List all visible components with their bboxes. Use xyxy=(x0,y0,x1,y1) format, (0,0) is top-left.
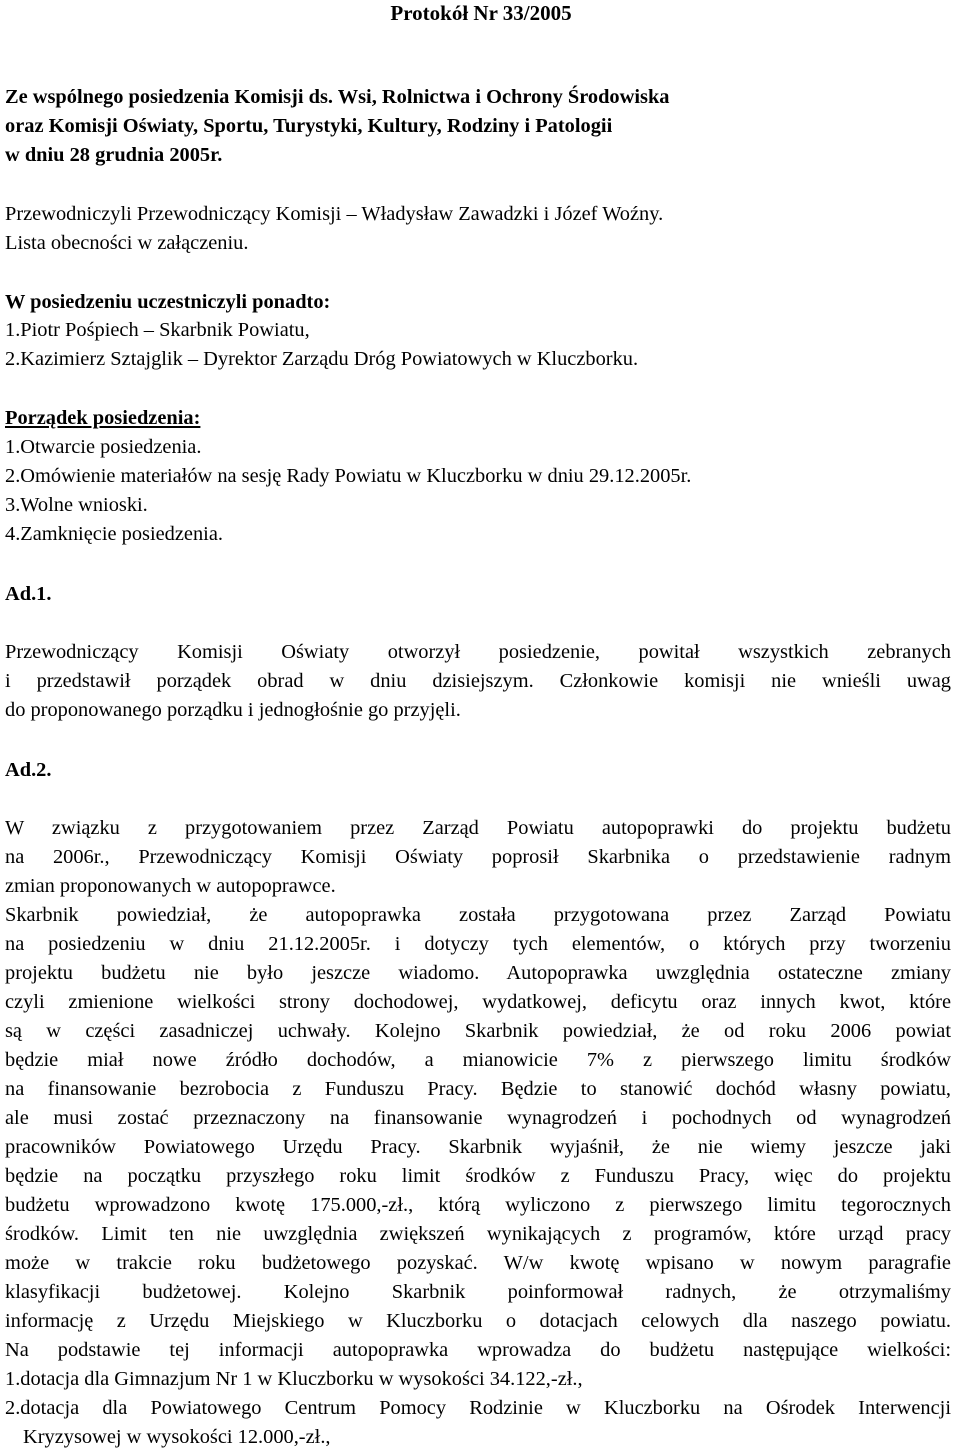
agenda-item: 2.Omówienie materiałów na sesję Rady Powiatu w Kluczborku w dniu 29.12.2005r. xyxy=(5,465,692,487)
header-line: w dniu 28 grudnia 2005r. xyxy=(5,144,223,166)
ad2-line: ale musi zostać przeznaczony na finansowanie wynagrodzeń i pochodnych od wynagrodzeń xyxy=(5,1107,951,1129)
ad2-line: zmian proponowanych w autopoprawce. xyxy=(5,875,336,897)
header-line: Ze wspólnego posiedzenia Komisji ds. Wsi, Rolnictwa i Ochrony Środowiska xyxy=(5,86,670,108)
ad2-line: będzie miał nowe źródło dochodów, a mianowicie 7% z pierwszego limitu środków xyxy=(5,1049,951,1071)
ad2-heading: Ad.2. xyxy=(5,759,52,781)
ad2-list-item: 2.dotacja dla Powiatowego Centrum Pomocy Rodzinie w Kluczborku na Ośrodek Interwencji xyxy=(5,1397,951,1419)
ad2-line: na 2006r., Przewodniczący Komisji Oświaty poprosił Skarbnika o przedstawienie radnym xyxy=(5,846,951,868)
ad2-line: czyli zmienione wielkości strony dochodowej, wydatkowej, deficytu oraz innych kwot, które xyxy=(5,991,951,1013)
ad2-line: środków. Limit ten nie uwzględnia zwiększeń wynikających z programów, które urząd pracy xyxy=(5,1223,951,1245)
ad2-line: budżetu wprowadzono kwotę 175.000,-zł., którą wyliczono z pierwszego limitu tegorocznych xyxy=(5,1194,951,1216)
ad2-line: klasyfikacji budżetowej. Kolejno Skarbnik poinformował radnych, że otrzymaliśmy xyxy=(5,1281,951,1303)
ad2-line: projektu budżetu nie było jeszcze wiadomo. Autopoprawka uwzględnia ostateczne zmiany xyxy=(5,962,951,984)
ad2-line: na posiedzeniu w dniu 21.12.2005r. i dotyczy tych elementów, o których przy tworzeniu xyxy=(5,933,951,955)
document-title: Protokół Nr 33/2005 xyxy=(390,1,572,25)
ad2-line: może w trakcie roku budżetowego pozyskać. W/w kwotę wpisano w nowym paragrafie xyxy=(5,1252,951,1274)
ad1-line: Przewodniczący Komisji Oświaty otworzył posiedzenie, powitał wszystkich zebranych xyxy=(5,641,951,663)
participant-item: 1.Piotr Pośpiech – Skarbnik Powiatu, xyxy=(5,319,310,341)
chairs-line: Przewodniczyli Przewodniczący Komisji – Władysław Zawadzki i Józef Woźny. xyxy=(5,203,664,225)
attendance-line: Lista obecności w załączeniu. xyxy=(5,232,249,254)
participant-item: 2.Kazimierz Sztajglik – Dyrektor Zarządu Dróg Powiatowych w Kluczborku. xyxy=(5,348,639,370)
ad2-list-item-continued: Kryzysowej w wysokości 12.000,-zł., xyxy=(23,1426,331,1448)
ad2-line: pracowników Powiatowego Urzędu Pracy. Skarbnik wyjaśnił, że nie wiemy jeszcze jaki xyxy=(5,1136,951,1158)
agenda-heading: Porządek posiedzenia: xyxy=(5,407,201,429)
participants-heading: W posiedzeniu uczestniczyli ponadto: xyxy=(5,291,331,313)
ad2-line: będzie na początku przyszłego roku limit środków z Funduszu Pracy, więc do projektu xyxy=(5,1165,951,1187)
header-line: oraz Komisji Oświaty, Sportu, Turystyki, Kultury, Rodziny i Patologii xyxy=(5,115,613,137)
ad1-line: i przedstawił porządek obrad w dniu dzisiejszym. Członkowie komisji nie wnieśli uwag xyxy=(5,670,951,692)
ad2-line: Skarbnik powiedział, że autopoprawka została przygotowana przez Zarząd Powiatu xyxy=(5,904,951,926)
ad2-line: W związku z przygotowaniem przez Zarząd Powiatu autopoprawki do projektu budżetu xyxy=(5,817,951,839)
ad1-heading: Ad.1. xyxy=(5,583,52,605)
agenda-item: 1.Otwarcie posiedzenia. xyxy=(5,436,202,458)
ad2-line: są w części zasadniczej uchwały. Kolejno Skarbnik powiedział, że od roku 2006 powiat xyxy=(5,1020,951,1042)
ad2-line: informację z Urzędu Miejskiego w Kluczborku o dotacjach celowych dla naszego powiatu. xyxy=(5,1310,951,1332)
ad2-line: Na podstawie tej informacji autopoprawka wprowadza do budżetu następujące wielkości: xyxy=(5,1339,951,1361)
agenda-item: 4.Zamknięcie posiedzenia. xyxy=(5,523,223,545)
agenda-item: 3.Wolne wnioski. xyxy=(5,494,148,516)
ad2-line: na finansowanie bezrobocia z Funduszu Pracy. Będzie to stanowić dochód własny powiatu, xyxy=(5,1078,951,1100)
ad2-list-item: 1.dotacja dla Gimnazjum Nr 1 w Kluczborku w wysokości 34.122,-zł., xyxy=(5,1368,583,1390)
ad1-line: do proponowanego porządku i jednogłośnie go przyjęli. xyxy=(5,699,461,721)
